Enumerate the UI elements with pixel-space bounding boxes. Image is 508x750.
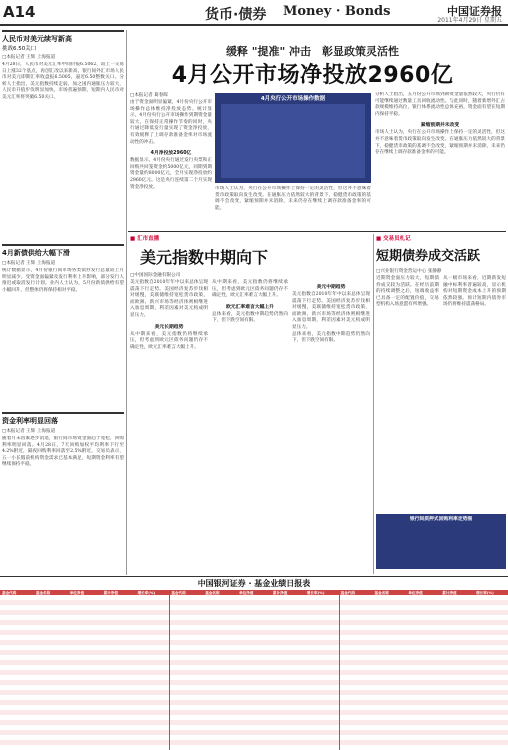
byline: □本报记者 王辉 上海报道 xyxy=(2,55,56,60)
bond-section xyxy=(376,234,506,574)
table-header-cell: 单位净值 xyxy=(408,590,423,595)
byline: □兴业银行资金营运中心 张静静 xyxy=(376,269,442,274)
table-header-cell: 基金代码 xyxy=(2,590,17,595)
table-header-cell: 累计净值 xyxy=(272,590,288,595)
section-subhead: 紧缩预期并未改变 xyxy=(420,123,460,129)
article-body: 从一级市场来看，近期新发短融中标利率普遍较高，显示机构对短期资金成本上升的预期依然较强。预计短期内债券市场仍将维持震荡格局。 xyxy=(443,276,506,308)
table-header-cell: 增长率(%) xyxy=(476,590,494,595)
article-body: 由于资金面明显偏紧，4月份央行公开市场操作总体维持净投放态势。统计显示，4月份央行公开市场操作到期资金量较大，在保持正常操作节奏的同时，央行通过降低发行量实现了资金净投放，有效缓释了上调存款准备金率对市场流动性的冲击。 xyxy=(130,100,212,145)
article-body: 市场人士认为，央行在公开市场操作上保持一定的灵活性，但这并不意味着货币政策取向发生改变。在通胀压力依然较大的背景下，稳健货币政策的基调不会改变，紧缩预期并未消除，未来仍存在继续上调存款准备金率的可能。 xyxy=(375,130,505,156)
article-body: 总体来看，美元指数中期趋势仍然向下，但下跌空间有限。 xyxy=(212,311,288,324)
section-title-en: Money · Bonds xyxy=(283,4,391,19)
column-divider xyxy=(373,234,374,574)
section-title: 货币·债券 xyxy=(205,7,267,23)
article-title: 人民币对美元续写新高 xyxy=(2,35,72,43)
fund-table-title: 中国银河证券 · 基金业绩日报表 xyxy=(197,579,311,588)
article-body: 美元指数自2010年年中以来总体呈现震荡下行走势。美国经济复苏步伐相对缓慢，美联储维持宽松货币政策，而欧洲、新兴市场等经济体则相继进入加息周期，利差因素对美元构成明显压力。 xyxy=(292,292,370,330)
table-column-divider xyxy=(169,590,170,750)
main-story-column xyxy=(215,186,371,228)
table-header-cell: 增长率(%) xyxy=(137,590,156,595)
main-kicker: 缓释 "提准" 冲击 彰显政策灵活性 xyxy=(225,45,400,58)
table-header-cell: 基金名称 xyxy=(205,590,220,595)
section-divider xyxy=(128,231,506,232)
article-body: 从中期来看，美元指数仍将继续承压，但考虑到欧元区债务问题仍存不确定性，欧元汇率难言大幅上升。 xyxy=(130,331,208,350)
column-divider xyxy=(126,30,127,575)
article-body: 市场人士认为，央行在公开市场操作上保持一定的灵活性，但这并不意味着货币政策取向发生改变。在通胀压力依然较大的背景下，稳健货币政策的基调不会改变，紧缩预期并未消除，未来仍存在继续上调存款准备金率的可能。 xyxy=(215,186,371,211)
chart-plot-area xyxy=(221,104,365,178)
table-header-cell: 累计净值 xyxy=(442,590,457,595)
table-header-cell: 单位净值 xyxy=(69,590,85,595)
article-body: 从中期来看，美元指数仍将继续承压，但考虑到欧元区债务问题仍存不确定性，欧元汇率难言大幅上升。 xyxy=(212,280,288,299)
table-header-cell: 单位净值 xyxy=(239,590,254,595)
table-header-cell: 基金代码 xyxy=(340,590,356,595)
section-subhead: 4月净投放2960亿 xyxy=(150,151,192,157)
table-header-cell: 基金名称 xyxy=(374,590,389,595)
article-subtitle: 挑战6.50关口 xyxy=(2,46,37,52)
article-body: 分析人士指出，五月份公开市场到期资金量依然较大，央行仍有可能继续通过数量工具回收流动性。与此同时，随着新增外汇占款规模维持高位，银行体系流动性总体充裕，资金面有望在短期内保持平稳。 xyxy=(375,92,505,117)
article-headline: 短期债券成交活跃 xyxy=(376,249,481,264)
table-header-cell: 累计净值 xyxy=(103,590,118,595)
section-divider xyxy=(0,576,508,577)
article-body: 美元指数自2010年年中以来总体呈现震荡下行走势。美国经济复苏步伐相对缓慢，美联储维持宽松货币政策，而欧洲、新兴市场等经济体则相继进入加息周期，利差因素对美元构成明显压力。 xyxy=(130,280,208,318)
chart-title: 银行间质押式回购利率走势图 xyxy=(409,517,473,522)
table-column-divider xyxy=(339,590,340,750)
main-story-column xyxy=(130,92,212,227)
operations-chart xyxy=(215,93,371,183)
article-body: 随着月末因素逐步消退，银行间市场资金面趋于宽松，回购利率明显回落。4月28日，7天回购加权平均利率下行至4.2%附近，隔夜回购利率回落至2.5%附近。交易员表示，五一小长假前机构资金需求已基本满足，短期资金利率有望继续保持平稳。 xyxy=(2,436,124,468)
section-tag: ■ 交易员札记 xyxy=(376,236,411,242)
table-header-cell: 基金代码 xyxy=(171,590,186,595)
byline: □本报记者 王辉 上海报道 xyxy=(2,429,56,434)
article-body: 统计数据显示，4月份银行间市场各类债券发行总量较上月明显减少。受资金面偏紧及发行利率上升影响，部分发行人推迟或取消发行计划。业内人士认为，5月份新债供给有望小幅回升，但整体仍将保持相对平稳。 xyxy=(2,268,124,293)
main-headline: 4月公开市场净投放2960亿 xyxy=(171,63,454,88)
table-row xyxy=(0,745,508,750)
article-title: 4月新债供给大幅下滑 xyxy=(2,249,70,257)
masthead xyxy=(0,0,508,26)
publication-date: 2011年4月29日 星期五 xyxy=(437,17,502,24)
repo-rate-chart xyxy=(376,514,506,569)
article-body: 近期资金面压力较大，短期债券成交较为活跃。在经历前期的持续调整之后，短端收益率已具备一定的配置价值，交易型机构入场意愿有所增强。 xyxy=(376,276,439,308)
section-tag: ■ 汇市直播 xyxy=(130,236,160,242)
section-subhead: 美元长期趋势 xyxy=(154,324,184,330)
paper-logo: 中国证券报 xyxy=(447,5,502,18)
left-column xyxy=(2,30,124,575)
table-header-cell: 基金名称 xyxy=(35,590,51,595)
chart-plot xyxy=(215,93,371,183)
article-body: 数据显示，4月份央行通过发行央票和正回购共回笼资金约5000亿元，同期到期资金量约8000亿元，全月实现净投放约2960亿元。这是央行连续第二个月实现资金净投放。 xyxy=(130,158,212,190)
table-header-cell: 增长率(%) xyxy=(306,590,325,595)
byline: □本报记者 葛春晖 xyxy=(130,93,168,98)
page-number: A14 xyxy=(3,3,36,21)
article-headline: 美元指数中期向下 xyxy=(140,248,269,267)
article-body: 4月28日，人民币对美元汇率中间价报6.5062，较上一交易日上涨32个基点，再创汇改以来新高。银行间外汇市场人民币对美元即期汇率收盘报6.5005，逼近6.50整数关口。分析人士指出，美元指数持续走弱，加之国内通胀压力较大，人民币升值步伐明显加快。市场普遍预期，短期内人民币对美元汇率将突破6.50关口。 xyxy=(2,62,124,100)
byline: □本报记者 王辉 上海报道 xyxy=(2,261,56,266)
usd-section xyxy=(130,234,370,574)
chart-title: 4月央行公开市场操作数据 xyxy=(260,96,326,102)
article-body: 总体来看，美元指数中期趋势仍然向下，但下跌空间有限。 xyxy=(292,331,370,344)
article-title: 资金利率明显回落 xyxy=(2,417,58,425)
main-story-column xyxy=(375,92,505,227)
byline: □中国国际金融有限公司 xyxy=(130,273,181,278)
section-subhead: 美元中期趋势 xyxy=(316,285,346,290)
fund-performance-table xyxy=(0,590,508,750)
section-subhead: 欧元汇率难言大幅上升 xyxy=(226,304,274,310)
